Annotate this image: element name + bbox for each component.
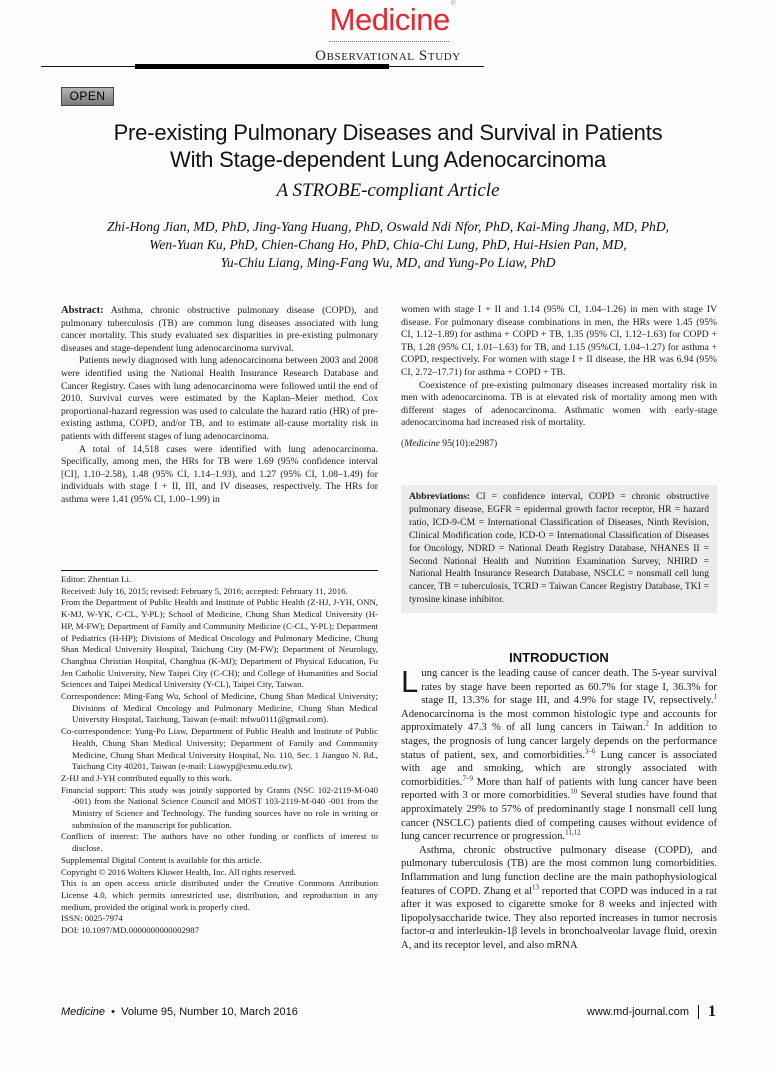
- intro-text: Several studies have found that approximately 29% to 57% of predominantly stage I nonsmall cell lung cancer (NSCLC) patients died of competing causes without evidence of lung cancer recurrence or progression.: [401, 789, 717, 843]
- citation-ref[interactable]: 13: [532, 882, 540, 891]
- article-subtitle: A STROBE-compliant Article: [276, 180, 500, 201]
- registered-mark: ®: [450, 0, 456, 7]
- footnote-dates: Received: July 16, 2015; revised: February 5, 2016; accepted: February 11, 2016.: [61, 585, 348, 596]
- footnote-funding: Financial support: This study was jointly supported by Grants (NSC 102-2119-M-040 -001) from the National Science Council and MOST 103-2119-M-040 -001 from the Ministry of Science and Technology. The funding sources have no role in writing or submission of the manuscript for publication.: [61, 784, 378, 830]
- citation-ref[interactable]: 2: [645, 719, 649, 728]
- intro-text: ung cancer is the leading cause of cancer death. The 5-year survival rates by stage have been reported as 60.7% for stage I, 36.3% for stage II, 13.3% for stage III, and 4.9% for stage IV, repsectively.: [421, 667, 717, 707]
- header-rule-thick: [135, 64, 389, 69]
- footnote-equal-contribution: Z-HJ and J-YH contributed equally to this work.: [61, 772, 233, 783]
- citation-volume: 95(10):e2987): [439, 437, 498, 449]
- open-access-badge: OPEN: [61, 87, 114, 106]
- abbreviations-label: Abbreviations:: [409, 491, 471, 502]
- journal-name: Medicine: [329, 2, 450, 37]
- citation-ref[interactable]: 11,12: [565, 828, 581, 837]
- footnote-editor: Editor: Zhentian Li.: [61, 574, 132, 584]
- intro-paragraph: [401, 844, 717, 953]
- footnote-correspondence: Correspondence: Ming-Fang Wu, School of Medicine, Chung Shan Medical University; Divisions of Medical Oncology and Pulmonary Medicine, Chung Shan Medical University Hospital, Taichung, Taiwan (e-mail: mfwu0111@gmail.com).: [61, 691, 378, 725]
- citation-ref[interactable]: 3–6: [584, 747, 596, 755]
- abbreviations-box: [401, 485, 717, 613]
- abstract-paragraph: Patients newly diagnosed with lung adenocarcinoma between 2003 and 2008 were identified using the National Health Insurance Research Database and Cancer Registry. Cases with lung adenocarcinoma were followed until the end of 2010. Survival curves were estimated by the Kaplan–Meier method. Cox proportional-hazard regression was used to calculate the hazard ratio (HR) of pre-existing asthma, COPD, and/or TB, and to estimate all-cause mortality risk in patients with different stages of lung adenocarcinoma.: [61, 355, 378, 442]
- page-footer-right: [587, 1003, 716, 1021]
- intro-text: More than half of patients with lung cancer have been reported with 3 or more comorbidities.: [401, 775, 717, 802]
- footer-website-link[interactable]: www.md-journal.com: [586, 1006, 689, 1018]
- intro-text: Lung cancer is associated with age and smoking, which are strongly associated with comorbidities.: [401, 748, 718, 788]
- drop-cap: L: [401, 664, 419, 699]
- logo-dotted-underline: [329, 41, 449, 42]
- intro-text: Adenocarcinoma is the most common histologic type and accounts for approximately 47.3 % of all lung cancers in Taiwan.: [401, 707, 717, 734]
- abstract-paragraph: Coexistence of pre-existing pulmonary diseases increased mortality risk in men with adenocarcinoma. TB is at elevated risk of mortality among men with different stages of adenocarcinoma. Asthmatic women with early-stage adenocarcinoma had increased risk of mortality.: [401, 379, 717, 429]
- authors-line: Zhi-Hong Jian, MD, PhD, Jing-Yang Huang, PhD, Oswald Ndi Nfor, PhD, Kai-Ming Jhang, MD, PhD,: [106, 219, 670, 234]
- footnote-license: This is an open access article distributed under the Creative Commons Attribution License 4.0, which permits unrestricted use, distribution, and reproduction in any medium, provided the original work is properly cited.: [61, 878, 378, 912]
- abstract-label: Abstract:: [61, 305, 104, 316]
- footnote-divider: [61, 570, 378, 571]
- header-rule-right: [389, 66, 484, 67]
- footnote-copyright: Copyright © 2016 Wolters Kluwer Health, Inc. All rights reserved.: [61, 866, 296, 877]
- footnote-supplemental[interactable]: Supplemental Digital Content is available for this article.: [61, 854, 262, 865]
- intro-paragraph: [401, 664, 718, 844]
- article-title: [40, 119, 736, 173]
- page-footer-issue: [61, 1006, 298, 1018]
- abstract-paragraph: A total of 14,518 cases were identified with lung adenocarcinoma. Specifically, among men, the HRs for TB were 1.69 (95% confidence interval [CI], 1.10–2.58), 1.48 (95% CI, 1.14–1.93), and 1.27 (95% CI, 1.08–1.49) for individuals with stage I + II, III, and IV diseases, respectively. The HRs for asthma were 1.41 (95% CI, 1.00–1.99) in: [61, 443, 378, 505]
- footer-journal: Medicine: [61, 1006, 106, 1018]
- abstract-paragraph: women with stage I + II and 1.14 (95% CI, 1.04–1.26) in men with stage IV disease. For pulmonary disease combinations in men, the HRs were 1.45 (95% CI, 1.12–1.89) for asthma + COPD + TB, 1.35 (95% CI, 1.12–1.63) for COPD + TB, 1.28 (95% CI, 1.01–1.63) for TB, and 1.15 (95%CI, 1.04–1.27) for asthma + COPD, respectively. For women with stage I + II disease, the HR was 6.94 (95% CI, 2.72–17.71) for asthma + COPD + TB.: [401, 304, 717, 378]
- header-rule-left: [41, 66, 136, 67]
- authors-line: Yu-Chiu Liang, Ming-Fang Wu, MD, and Yung-Po Liaw, PhD: [220, 255, 556, 270]
- footer-bullet: •: [111, 1006, 116, 1018]
- authors-line: Wen-Yuan Ku, PhD, Chien-Chang Ho, PhD, Chia-Chi Lung, PhD, Hui-Hsien Pan, MD,: [149, 237, 627, 252]
- abstract-left-column: [61, 305, 378, 507]
- footnote-affiliations: From the Department of Public Health and Institute of Public Health (Z-HJ, J-YH, ONN, K-MJ, W-YK, C-CL, Y-PL); School of Medicine, Chung Shan Medical University (H-HP, M-FW); Department of Family and Community Medicine (C-CL, Y-PL); Department of Pediatrics (H-HP); Divisions of Medical Oncology and Pulmonary Medicine, Chung Shan Medical University Hospital, Taichung City (M-FW); Department of Neurology, Changhua Christian Hospital, Changhua (K-MJ); Department of Physical Education, Fu Jen Catholic University, New Taipei City (C-CH); and College of Humanities and Social Sciences and Taipei Medical University (Y-CL), Taipei City, Taiwan.: [61, 597, 378, 690]
- footer-separator: [698, 1005, 699, 1019]
- page-number: 1: [708, 1003, 716, 1020]
- footnote-doi[interactable]: DOI: 10.1097/MD.0000000000002987: [61, 925, 200, 936]
- citation-ref[interactable]: 7–9: [462, 774, 473, 783]
- section-label: Observational Study: [315, 48, 461, 64]
- abstract-right-column: [401, 304, 717, 451]
- intro-text: In addition to stages, the prognosis of lung cancer largely depends on the performance status of patient, sex, and comorbidities.: [401, 721, 717, 761]
- citation-ref[interactable]: 1: [713, 692, 717, 701]
- citation-paren: (: [401, 437, 405, 449]
- citation-ref[interactable]: 10: [570, 787, 578, 796]
- section-heading-introduction: INTRODUCTION: [509, 650, 609, 665]
- abstract-paragraph: [61, 305, 378, 355]
- footer-issue: Volume 95, Number 10, March 2016: [121, 1006, 298, 1018]
- journal-logo: [327, 2, 457, 38]
- title-line: With Stage-dependent Lung Adenocarcinoma: [170, 147, 606, 172]
- article-footnotes: [61, 574, 378, 937]
- intro-text: Asthma, chronic obstructive pulmonary disease (COPD), and pulmonary tuberculosis (TB) are the most common lung comorbidities. Inflammation and lung function decline are the main pathophysiological features of COPD. Zhang et al: [401, 843, 717, 897]
- introduction-body: [401, 664, 718, 952]
- footnote-co-correspondence: Co-correspondence: Yung-Po Liaw, Department of Public Health and Institute of Public Health, Chung Shan Medical University; Department of Family and Community Medicine, Chung Shan Medical University Hospital, No. 110, Sec. 1 Jianguo N. Rd., Taichung City 40201, Taiwan (e-mail: Liawyp@csmu.edu.tw).: [61, 726, 378, 772]
- citation-journal: Medicine: [404, 437, 440, 449]
- abbreviations-text: CI = confidence interval, COPD = chronic obstructive pulmonary disease, EGFR = epidermal growth factor receptor, HR = hazard ratio, ICD-9-CM = International Classification of Diseases, Ninth Revision, Clinical Modification code, ICD-O = International Classification of Diseases for Oncology, NDRD = National Death Registry Database, NHANES II = Second National Health and Nutrition Examination Survey, NHIRD = National Health Insurance Research Database, NSCLC = nonsmall cell lung cancer, TB = tuberculosis, TCRD = Taiwan Cancer Registry Database, TKI = tyrosine kinase inhibitor.: [409, 491, 709, 606]
- intro-text: reported that COPD was induced in a rat after it was exposed to cigarette smoke for 8 weeks and injected with lipopolysaccharide twice. They also reported increases in tumor necrosis factor-α and interleukin-1β levels in bronchoalveolar lavage fluid, orexin A, and its receptor level, and also mRNA: [401, 884, 718, 951]
- abstract-text: Asthma, chronic obstructive pulmonary disease (COPD), and pulmonary tuberculosis (TB) are common lung diseases associated with lung cancer mortality. This study evaluated sex disparities in pre-existing pulmonary diseases and stage-dependent lung adenocarcinoma survival.: [61, 305, 379, 354]
- author-list: [40, 218, 736, 272]
- footnote-issn: ISSN: 0025-7974: [61, 913, 123, 924]
- title-line: Pre-existing Pulmonary Diseases and Survival in Patients: [113, 120, 663, 145]
- footnote-conflicts: Conflicts of interest: The authors have no other funding or conflicts of interest to disclose.: [61, 831, 378, 854]
- abstract-citation: [401, 438, 717, 451]
